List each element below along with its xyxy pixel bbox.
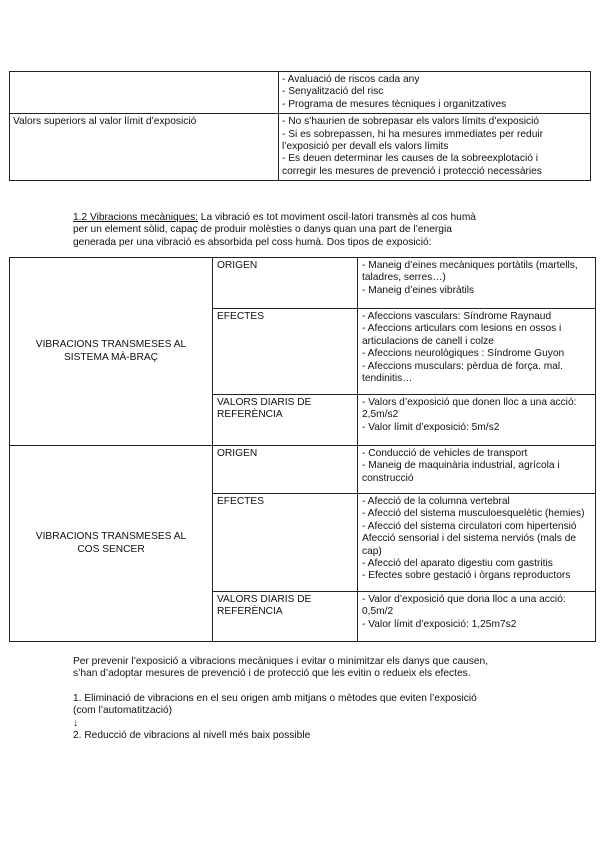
table-row — [10, 114, 591, 181]
prevention-step: (com l’automatització) — [73, 705, 173, 717]
detail-line: tendinitis… — [362, 373, 413, 385]
section-vibrations-intro — [73, 212, 533, 249]
measure-line: - Si es sobrepassen, hi ha mesures immediates per reduir — [282, 128, 544, 140]
details-cell — [358, 395, 596, 446]
details-cell — [358, 309, 596, 395]
detail-line: - Valors d’exposició que donen lloc a una acció: — [362, 397, 577, 408]
exposure-type-line: VIBRACIONS TRANSMESES AL — [35, 531, 187, 543]
detail-line: 2,5m/s2 — [362, 409, 399, 421]
table-cell-level — [10, 72, 279, 114]
detail-line: - Efectes sobre gestació i òrgans reproductors — [362, 570, 571, 582]
category-label: EFECTES — [217, 311, 264, 322]
exposure-type-line: COS SENCER — [77, 543, 145, 555]
measure-line: - No s’haurien de sobrepasar els valors límits d’exposició — [282, 116, 540, 128]
category-label: REFERÈNCIA — [217, 606, 283, 618]
measure-line: l’exposició per devall els valors límits — [282, 141, 449, 153]
details-cell — [358, 258, 596, 309]
detail-line: - Maneig d’eines vibràtils — [362, 284, 475, 296]
exposure-type-line: SISTEMA MÀ-BRAÇ — [64, 351, 158, 363]
detail-line: - Afecció del aparato digestiu com gastritis — [362, 558, 553, 570]
detail-line: - Afeccions musculars: pèrdua de força. mal. — [362, 360, 564, 372]
detail-line: - Valor límit d’exposició: 1,25m7s2 — [362, 618, 517, 630]
intro-line — [73, 212, 533, 224]
detail-line: 0,5m/2 — [362, 606, 394, 618]
detail-line: - Valor límit d’exposició: 5m/s2 — [362, 421, 500, 433]
table-row — [10, 72, 591, 114]
measure-line: - Avaluació de riscos cada any — [282, 74, 420, 85]
detail-line: articulacions de canell i colze — [362, 335, 494, 347]
detail-line: cap) — [362, 545, 382, 557]
category-label: ORIGEN — [217, 448, 258, 459]
detail-line: Afecció sensorial i del sistema nerviós (mals de — [362, 533, 577, 545]
category-cell — [213, 309, 358, 395]
category-cell — [213, 494, 358, 592]
detail-line: - Afeccions vasculars: Síndrome Raynaud — [362, 311, 552, 322]
category-cell — [213, 258, 358, 309]
detail-line: - Afecció del sistema musculoesquelètic (hemies) — [362, 508, 585, 520]
detail-line: - Maneig de maquinària industrial, agrícola i — [362, 460, 560, 472]
measure-line: - Es deuen determinar les causes de la sobreexplotació i — [282, 153, 538, 165]
exposure-type-line: VIBRACIONS TRANSMESES AL — [35, 339, 187, 351]
category-label: ORIGEN — [217, 260, 258, 271]
intro-line: per un element sòlid, capaç de produir molèsties o danys quan una part de l’energia — [73, 224, 452, 236]
details-cell — [358, 592, 596, 642]
vibrations-table — [9, 257, 596, 642]
table-cell-measures — [279, 72, 591, 114]
details-cell — [358, 446, 596, 494]
detail-line: - Valor d’exposició que dona lloc a una acció: — [362, 594, 566, 605]
exposure-type-cell — [10, 446, 213, 642]
intro-text: La vibració es tot moviment oscil·latori transmès al cos humà — [197, 212, 476, 223]
detail-line: taladres, serres…) — [362, 272, 446, 284]
category-cell — [213, 446, 358, 494]
detail-line: - Maneig d’eines mecàniques portàtils (martells, — [362, 260, 578, 271]
detail-line: - Afeccions neurològiques : Síndrome Guyon — [362, 348, 565, 360]
prevention-step: 2. Reducció de vibracions al nivell més baix possible — [73, 730, 311, 742]
exposure-type-cell — [10, 258, 213, 446]
detail-line: - Conducció de vehicles de transport — [362, 448, 528, 459]
prevention-intro-line: Per prevenir l’exposició a vibracions mecàniques i evitar o minimitzar els danys que causen, — [73, 656, 489, 667]
prevention-intro-line: s’han d’adoptar mesures de prevenció i de protecció que les evitin o redueix els efectes. — [73, 668, 471, 680]
section-heading: 1.2 Vibracions mecàniques: — [73, 212, 198, 223]
table-cell-measures — [279, 114, 591, 181]
category-cell — [213, 395, 358, 446]
detail-line: - Afeccions articulars com lesions en ossos i — [362, 323, 562, 335]
intro-line: generada per una vibració es absorbida pel coss humà. Dos tipos de exposició: — [73, 236, 432, 248]
table-row — [10, 446, 596, 494]
prevention-step: 1. Eliminació de vibracions en el seu origen amb mitjans o mètodes que eviten l’exposició — [73, 692, 477, 704]
prevention-section — [73, 656, 553, 742]
spacer — [73, 681, 553, 693]
measure-line: - Senyalització del risc — [282, 86, 384, 98]
detail-line: construcció — [362, 472, 414, 484]
measure-line: corregir les mesures de prevenció i protecció necessàries — [282, 165, 542, 177]
measure-line: - Programa de mesures tècniques i organitzatives — [282, 98, 507, 110]
category-label: VALORS DIARIS DE — [217, 397, 312, 408]
down-arrow-icon: ↓ — [73, 717, 79, 729]
risk-levels-table — [9, 71, 591, 181]
detail-line: - Afecció de la columna vertebral — [362, 496, 510, 507]
category-label: EFECTES — [217, 496, 264, 507]
category-label: REFERÈNCIA — [217, 409, 283, 421]
detail-line: - Afecció del sistema circulatori com hipertensió — [362, 520, 577, 532]
category-label: VALORS DIARIS DE — [217, 594, 312, 605]
category-cell — [213, 592, 358, 642]
table-cell-level: Valors superiors al valor límit d’exposició — [10, 114, 279, 181]
table-row — [10, 258, 596, 309]
details-cell — [358, 494, 596, 592]
